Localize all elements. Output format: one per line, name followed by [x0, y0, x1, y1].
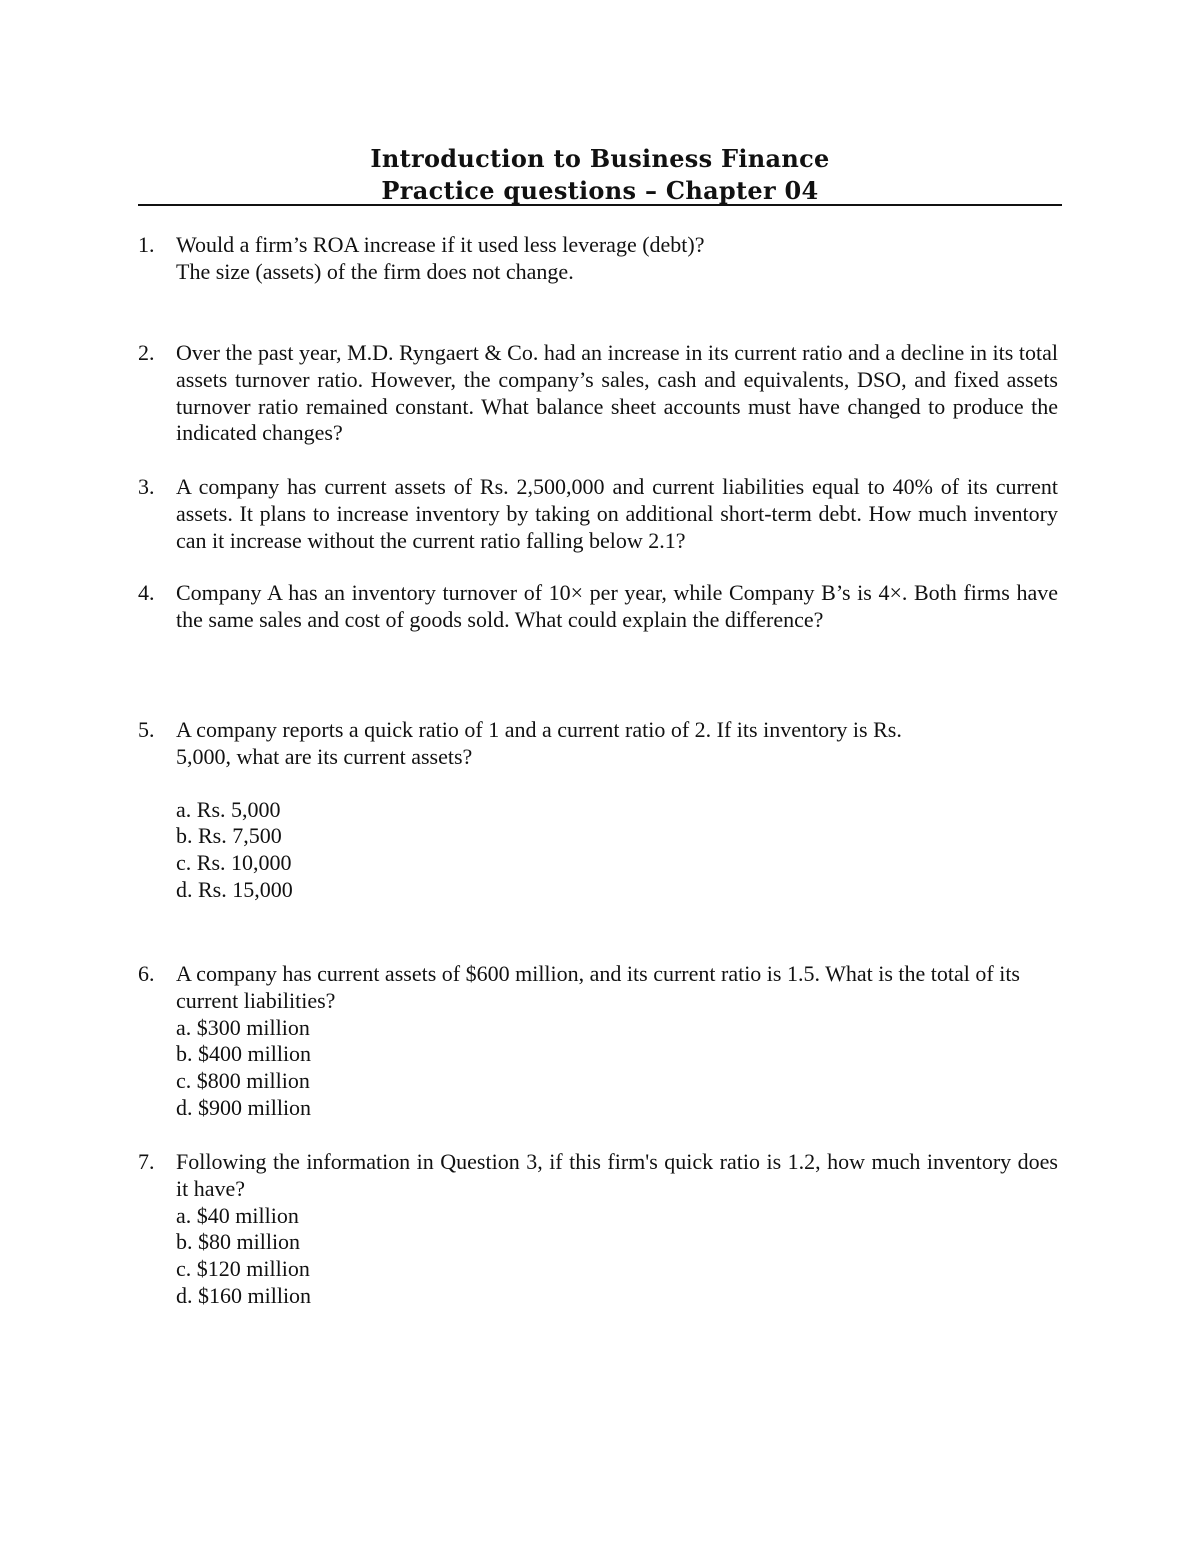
answer-option-b: b. $400 million [176, 1041, 312, 1067]
answer-option-c: c. Rs. 10,000 [176, 850, 292, 876]
answer-option-d: d. $900 million [176, 1094, 312, 1120]
header-divider [138, 204, 1062, 206]
question-1 [138, 232, 1058, 286]
question-text-continued: 5,000, what are its current assets? [176, 743, 473, 769]
answer-option-c: c. $120 million [176, 1256, 310, 1282]
question-number: 7. [138, 1149, 155, 1174]
question-text: Company A has an inventory turnover of 10× per year, while Company B’s is 4×. Both firms have the same sales and cost of goods sold. What could explain the difference? [176, 580, 1058, 632]
question-4 [138, 580, 1058, 634]
question-6 [138, 961, 1058, 1122]
question-text: Following the information in Question 3, if this firm's quick ratio is 1.2, how much inventory does it have? [176, 1149, 1058, 1201]
answer-option-d: d. Rs. 15,000 [176, 876, 293, 902]
answer-option-d: d. $160 million [176, 1282, 312, 1308]
answer-option-a: a. $300 million [176, 1014, 310, 1040]
question-number: 6. [138, 961, 155, 986]
answer-options [176, 1015, 1058, 1122]
document-title: Introduction to Business Finance [370, 144, 830, 173]
question-number: 2. [138, 340, 155, 365]
question-text: Over the past year, M.D. Ryngaert & Co. had an increase in its current ratio and a decline in its total assets turnover ratio. However, the company’s sales, cash and equivalents, DSO, and fixed assets turnover ratio remained constant. What balance sheet accounts must have changed to produce the indicated changes? [176, 340, 1058, 446]
answer-option-a: a. $40 million [176, 1202, 299, 1228]
answer-option-c: c. $800 million [176, 1068, 310, 1094]
document-subtitle: Practice questions – Chapter 04 [381, 176, 819, 205]
question-number: 3. [138, 474, 155, 499]
question-number: 5. [138, 717, 155, 742]
document-header [138, 143, 1062, 207]
question-5 [138, 717, 1058, 904]
question-text: Would a firm’s ROA increase if it used less leverage (debt)? [176, 232, 705, 257]
question-number: 4. [138, 580, 155, 605]
answer-option-a: a. Rs. 5,000 [176, 796, 281, 822]
answer-options [176, 797, 1058, 904]
question-text: A company reports a quick ratio of 1 and a current ratio of 2. If its inventory is Rs. [176, 717, 902, 742]
question-text: A company has current assets of $600 million, and its current ratio is 1.5. What is the total of its current liabilities? [176, 961, 1020, 1013]
answer-option-b: b. $80 million [176, 1229, 301, 1255]
question-number: 1. [138, 232, 155, 257]
question-2 [138, 340, 1058, 447]
question-7 [138, 1149, 1058, 1310]
answer-option-b: b. Rs. 7,500 [176, 823, 282, 849]
answer-options [176, 1203, 1058, 1310]
question-text-continued: The size (assets) of the firm does not change. [176, 258, 574, 284]
question-text: A company has current assets of Rs. 2,500,000 and current liabilities equal to 40% of its current assets. It plans to increase inventory by taking on additional short-term debt. How much inventory can it increase without the current ratio falling below 2.1? [176, 474, 1058, 553]
question-3 [138, 474, 1058, 554]
